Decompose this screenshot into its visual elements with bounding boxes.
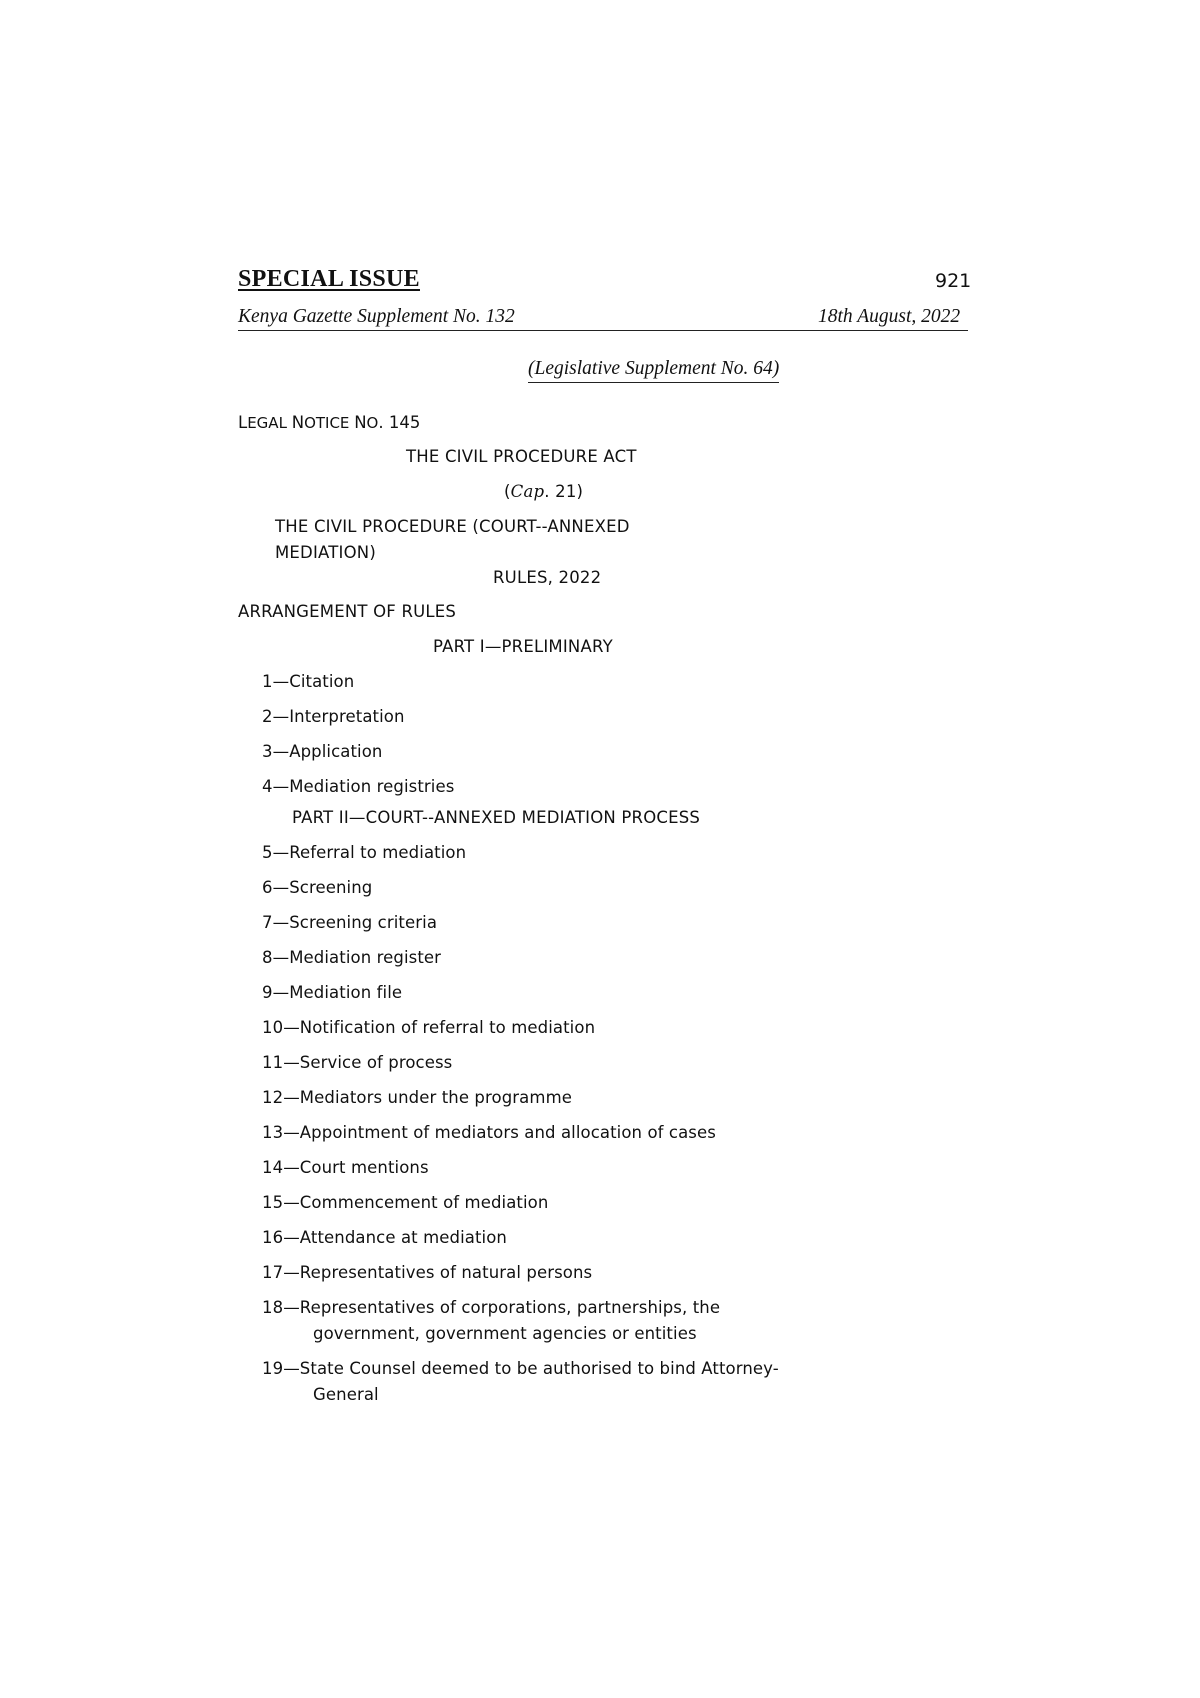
page-number: 921 [935, 270, 972, 292]
part-heading: PART I—PRELIMINARY [433, 637, 613, 656]
act-title: THE CIVIL PROCEDURE ACT [406, 447, 637, 466]
issue-date: 18th August, 2022 [818, 306, 961, 327]
legislative-supplement: (Legislative Supplement No. 64) [528, 358, 779, 383]
rule-entry: 4—Mediation registries [262, 777, 455, 796]
gazette-supplement-label: Kenya Gazette Supplement No. 132 [238, 306, 515, 327]
rule-entry: 3—Application [262, 742, 383, 761]
rule-entry: 6—Screening [262, 878, 373, 897]
rule-entry: 19—State Counsel deemed to be authorised to bind Attorney- [262, 1359, 779, 1378]
rule-entry: 9—Mediation file [262, 983, 403, 1002]
rules-year: RULES, 2022 [493, 568, 602, 587]
rule-entry: 5—Referral to mediation [262, 843, 467, 862]
rule-entry: 18—Representatives of corporations, partnerships, the [262, 1298, 721, 1317]
rule-entry: 12—Mediators under the programme [262, 1088, 572, 1107]
rule-entry: 14—Court mentions [262, 1158, 429, 1177]
rules-title-line-2: MEDIATION) [275, 543, 376, 562]
rule-entry: 2—Interpretation [262, 707, 405, 726]
rule-entry: 17—Representatives of natural persons [262, 1263, 593, 1282]
legal-notice-number: LEGAL NOTICE NO. 145 [238, 413, 421, 432]
arrangement-heading: ARRANGEMENT OF RULES [238, 602, 457, 621]
rule-entry: 11—Service of process [262, 1053, 453, 1072]
rule-entry: 13—Appointment of mediators and allocation of cases [262, 1123, 716, 1142]
special-issue-heading: SPECIAL ISSUE [238, 266, 420, 292]
rule-entry: 7—Screening criteria [262, 913, 438, 932]
rules-title-line-1: THE CIVIL PROCEDURE (COURT--ANNEXED [275, 517, 630, 536]
rule-entry: 8—Mediation register [262, 948, 442, 967]
part-heading: PART II—COURT--ANNEXED MEDIATION PROCESS [292, 808, 701, 827]
rule-entry: 1—Citation [262, 672, 355, 691]
rule-entry: 15—Commencement of mediation [262, 1193, 549, 1212]
header-rule [238, 330, 968, 331]
chapter-reference: (Cap. 21) [504, 482, 584, 501]
rule-entry: 16—Attendance at mediation [262, 1228, 507, 1247]
rule-entry-continuation: government, government agencies or entities [313, 1324, 697, 1343]
rule-entry: 10—Notification of referral to mediation [262, 1018, 596, 1037]
rule-entry-continuation: General [313, 1385, 379, 1404]
